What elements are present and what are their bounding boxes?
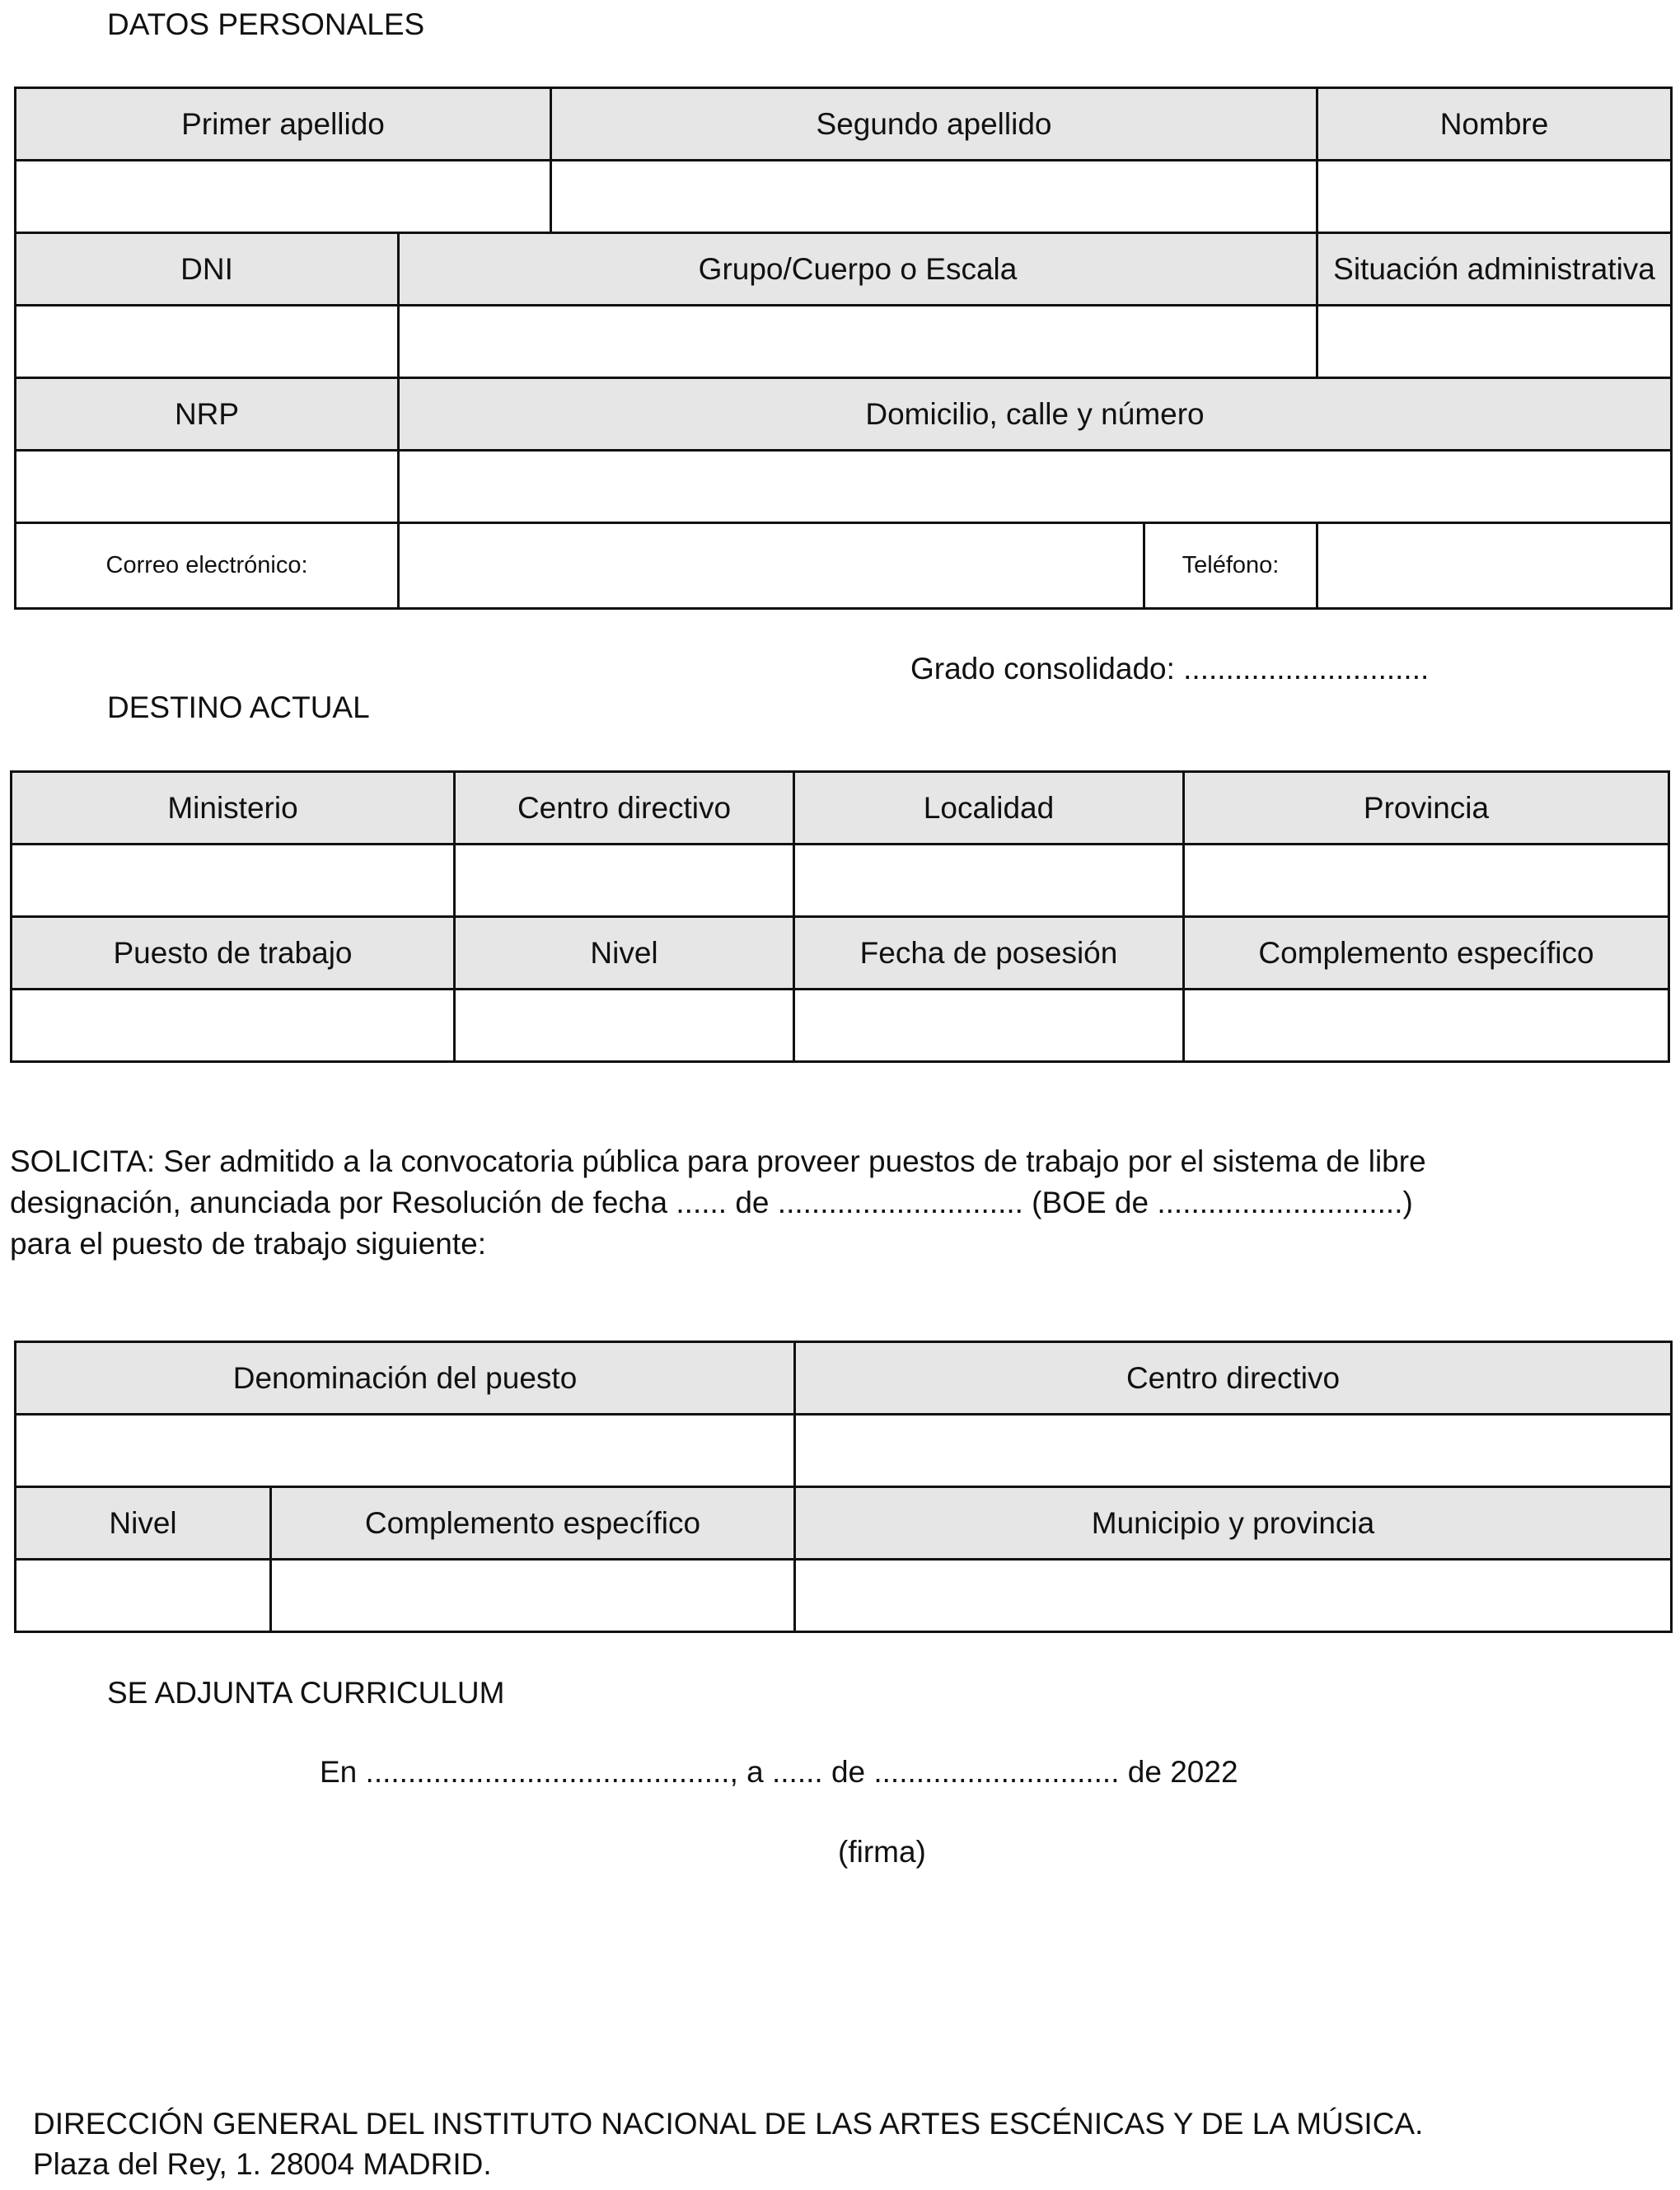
field-nivel[interactable] [455,990,794,1062]
se-adjunta-curriculum: SE ADJUNTA CURRICULUM [107,1676,505,1710]
label-correo-electronico: Correo electrónico: [16,523,399,609]
label-telefono: Teléfono: [1144,523,1317,609]
field-telefono[interactable] [1317,523,1672,609]
label-domicilio: Domicilio, calle y número [399,378,1672,451]
label-ministerio: Ministerio [12,772,455,845]
field-nrp[interactable] [16,451,399,523]
solicita-line-2: designación, anunciada por Resolución de fecha ...... de ............................. (BOE de .............................) [10,1186,1413,1219]
grado-consolidado: Grado consolidado: ............................. [910,652,1430,686]
lugar-y-fecha: En ..........................................., a ...... de ............................. de 2022 [320,1755,1238,1789]
field-grupo-cuerpo-escala[interactable] [399,306,1317,378]
section-heading-datos-personales: DATOS PERSONALES [107,7,425,41]
label-provincia: Provincia [1184,772,1669,845]
field-complemento-especifico[interactable] [1184,990,1669,1062]
label-denominacion-del-puesto: Denominación del puesto [16,1342,795,1415]
label-puesto-de-trabajo: Puesto de trabajo [12,917,455,990]
field-puesto-de-trabajo[interactable] [12,990,455,1062]
field-ministerio[interactable] [12,845,455,917]
footer-address: Plaza del Rey, 1. 28004 MADRID. [33,2147,492,2181]
label-grupo-cuerpo-escala: Grupo/Cuerpo o Escala [399,233,1317,306]
field-domicilio[interactable] [399,451,1672,523]
field-nombre[interactable] [1317,161,1672,233]
footer-direccion-general: DIRECCIÓN GENERAL DEL INSTITUTO NACIONAL DE LAS ARTES ESCÉNICAS Y DE LA MÚSICA. [33,2107,1424,2141]
label-localidad: Localidad [794,772,1184,845]
solicita-line-1: SOLICITA: Ser admitido a la convocatoria pública para proveer puestos de trabajo por el sistema de libre [10,1144,1426,1178]
field-centro-directivo[interactable] [455,845,794,917]
label-nrp: NRP [16,378,399,451]
field-localidad[interactable] [794,845,1184,917]
section-heading-destino-actual: DESTINO ACTUAL [107,690,370,724]
firma-label: (firma) [838,1835,926,1869]
label-centro-directivo: Centro directivo [455,772,794,845]
field-municipio-y-provincia[interactable] [795,1560,1672,1632]
solicita-line-3: para el puesto de trabajo siguiente: [10,1227,487,1261]
label-segundo-apellido: Segundo apellido [551,88,1317,161]
field-fecha-de-posesion[interactable] [794,990,1184,1062]
field-provincia[interactable] [1184,845,1669,917]
label-municipio-y-provincia: Municipio y provincia [795,1487,1672,1560]
personal-data-table [14,87,1673,610]
field-nivel-solicitado[interactable] [16,1560,271,1632]
label-situacion-administrativa: Situación administrativa [1317,233,1672,306]
field-segundo-apellido[interactable] [551,161,1317,233]
field-complemento-especifico-solicitado[interactable] [271,1560,795,1632]
field-correo-electronico[interactable] [399,523,1144,609]
field-primer-apellido[interactable] [16,161,551,233]
label-complemento-especifico-solicitado: Complemento específico [271,1487,795,1560]
label-fecha-de-posesion: Fecha de posesión [794,917,1184,990]
field-denominacion-del-puesto[interactable] [16,1415,795,1487]
label-centro-directivo-solicitado: Centro directivo [795,1342,1672,1415]
field-situacion-administrativa[interactable] [1317,306,1672,378]
label-dni: DNI [16,233,399,306]
label-nivel-solicitado: Nivel [16,1487,271,1560]
field-centro-directivo-solicitado[interactable] [795,1415,1672,1487]
puesto-solicitado-table [14,1341,1673,1633]
destino-actual-table [10,770,1670,1063]
field-dni[interactable] [16,306,399,378]
label-nombre: Nombre [1317,88,1672,161]
label-primer-apellido: Primer apellido [16,88,551,161]
label-nivel: Nivel [455,917,794,990]
label-complemento-especifico: Complemento específico [1184,917,1669,990]
